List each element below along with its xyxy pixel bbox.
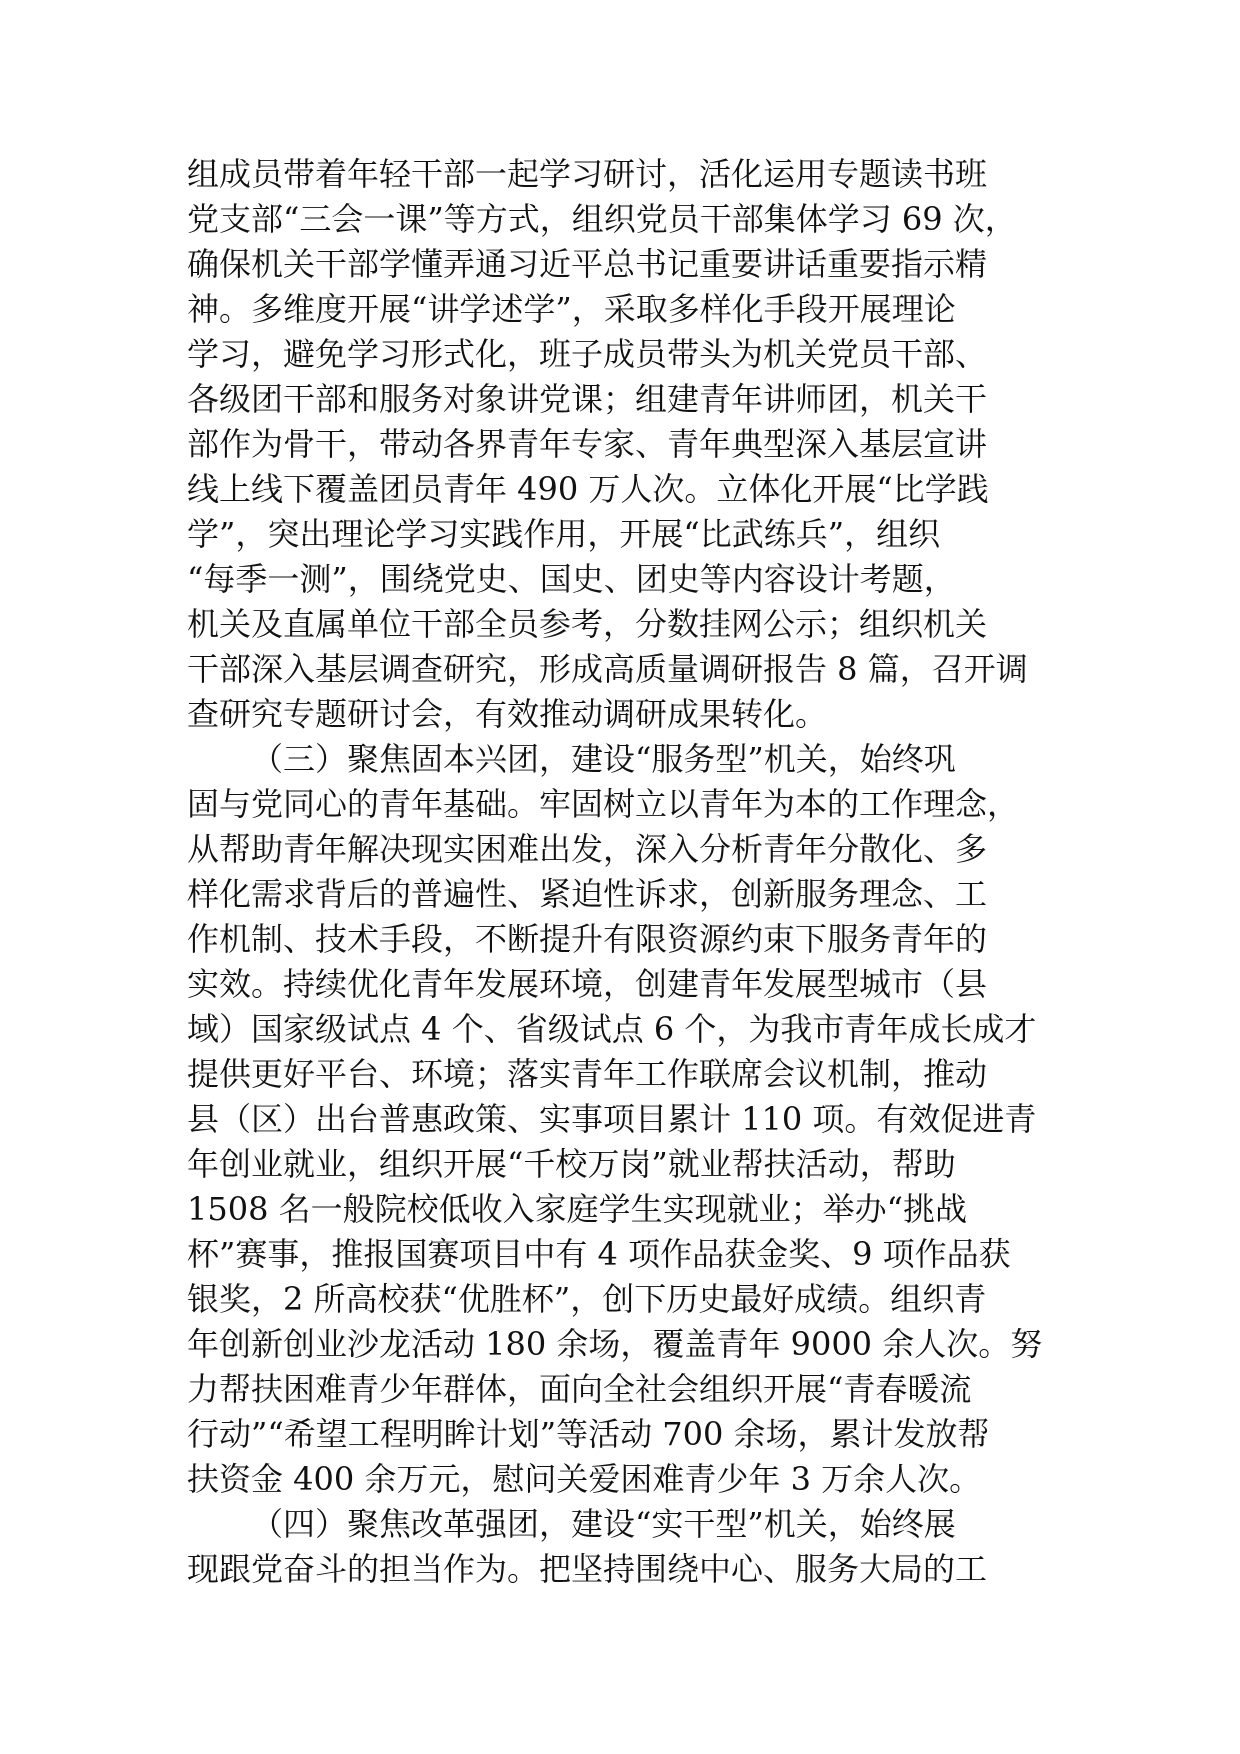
text-line: 从帮助青年解决现实困难出发，深入分析青年分散化、多 — [187, 830, 988, 868]
text-line: 县（区）出台普惠政策、实事项目累计 110 项。有效促进青 — [187, 1100, 1037, 1138]
text-line: 提供更好平台、环境；落实青年工作联席会议机制，推动 — [187, 1055, 988, 1093]
text-line: 部作为骨干，带动各界青年专家、青年典型深入基层宣讲 — [187, 425, 988, 463]
text-line: 神。多维度开展“讲学述学”，采取多样化手段开展理论 — [187, 290, 956, 328]
text-line: 干部深入基层调查研究，形成高质量调研报告 8 篇，召开调 — [187, 650, 1028, 688]
text-line: 杯”赛事，推报国赛项目中有 4 项作品获金奖、9 项作品获 — [187, 1235, 1011, 1273]
text-line: 线上线下覆盖团员青年 490 万人次。立体化开展“比学践 — [187, 470, 989, 508]
text-line: （四）聚焦改革强团，建设“实干型”机关，始终展 — [251, 1505, 956, 1543]
text-line: 确保机关干部学懂弄通习近平总书记重要讲话重要指示精 — [187, 245, 988, 283]
text-line: 学习，避免学习形式化，班子成员带头为机关党员干部、 — [187, 335, 988, 373]
text-line: 固与党同心的青年基础。牢固树立以青年为本的工作理念， — [187, 785, 1020, 823]
text-line: 年创业就业，组织开展“千校万岗”就业帮扶活动，帮助 — [187, 1145, 956, 1183]
text-line: 现跟党奋斗的担当作为。把坚持围绕中心、服务大局的工 — [187, 1550, 988, 1588]
text-line: 力帮扶困难青少年群体，面向全社会组织开展“青春暖流 — [187, 1370, 972, 1408]
text-line: 银奖，2 所高校获“优胜杯”，创下历史最好成绩。组织青 — [187, 1280, 987, 1318]
text-line: 扶资金 400 余万元，慰问关爱困难青少年 3 万余人次。 — [187, 1460, 982, 1498]
text-line: 各级团干部和服务对象讲党课；组建青年讲师团，机关干 — [187, 380, 988, 418]
text-line: 机关及直属单位干部全员参考，分数挂网公示；组织机关 — [187, 605, 988, 643]
document-body — [187, 152, 1087, 1592]
text-line: 作机制、技术手段，不断提升有限资源约束下服务青年的 — [187, 920, 988, 958]
text-line: “每季一测”，围绕党史、国史、团史等内容设计考题， — [187, 560, 956, 598]
text-line: （三）聚焦固本兴团，建设“服务型”机关，始终巩 — [251, 740, 956, 778]
text-line: 年创新创业沙龙活动 180 余场，覆盖青年 9000 余人次。努 — [187, 1325, 1043, 1363]
text-line: 实效。持续优化青年发展环境，创建青年发展型城市（县 — [187, 965, 988, 1003]
text-line: 样化需求背后的普遍性、紧迫性诉求，创新服务理念、工 — [187, 875, 988, 913]
text-line: 域）国家级试点 4 个、省级试点 6 个，为我市青年成长成才 — [187, 1010, 1037, 1048]
text-line: 查研究专题研讨会，有效推动调研成果转化。 — [187, 695, 828, 733]
text-line: 行动”“希望工程明眸计划”等活动 700 余场，累计发放帮 — [187, 1415, 990, 1453]
text-line: 学”，突出理论学习实践作用，开展“比武练兵”，组织 — [187, 515, 941, 553]
text-line: 1508 名一般院校低收入家庭学生实现就业；举办“挑战 — [187, 1190, 967, 1228]
text-line: 党支部“三会一课”等方式，组织党员干部集体学习 69 次， — [187, 200, 1017, 238]
text-line: 组成员带着年轻干部一起学习研讨，活化运用专题读书班 — [187, 155, 988, 193]
